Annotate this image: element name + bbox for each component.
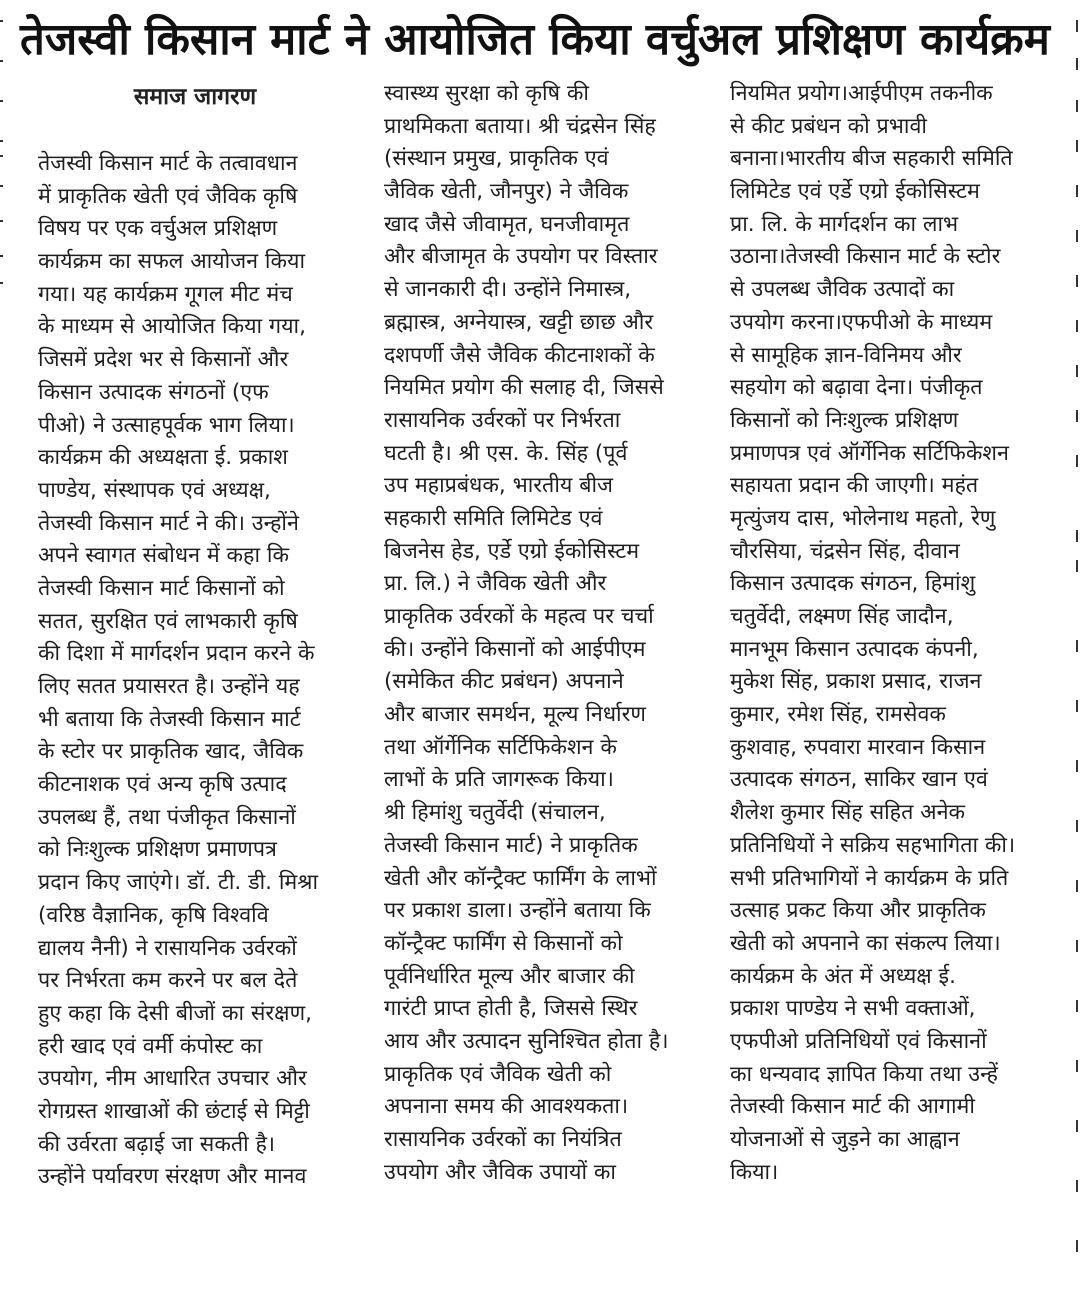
article-line: उपयोग, नीम आधारित उपचार और bbox=[38, 1066, 307, 1092]
article-line: बिजनेस हेड, एर्डे एग्रो ईकोसिस्टम bbox=[384, 538, 640, 564]
article-line: की दिशा में मार्गदर्शन प्रदान करने के bbox=[38, 641, 315, 667]
article-line-row bbox=[730, 1157, 1040, 1190]
article-line: चतुर्वेदी, लक्ष्मण सिंह जादौन, bbox=[730, 604, 954, 629]
article-line: मुकेश सिंह, प्रकाश प्रसाद, राजन bbox=[730, 669, 982, 695]
article-line: गया। यह कार्यक्रम गूगल मीट मंच bbox=[38, 281, 293, 307]
article-line: किसानों को निःशुल्क प्रशिक्षण bbox=[730, 407, 959, 433]
cropped-left-edge bbox=[0, 0, 14, 1292]
edge-mark bbox=[1076, 410, 1078, 422]
article-line-row bbox=[730, 830, 1040, 863]
article-line-row bbox=[730, 470, 1040, 503]
article-line: रासायनिक उर्वरकों पर निर्भरता bbox=[384, 407, 621, 433]
article-line: उठाना।तेजस्वी किसान मार्ट के स्टोर bbox=[730, 244, 1001, 270]
article-line: ब्रह्मास्त्र, अग्नेयास्त्र, खट्टी छाछ और bbox=[384, 309, 654, 335]
edge-mark bbox=[1076, 1060, 1078, 1072]
article-line: लिए सतत प्रयासरत है। उन्होंने यह bbox=[38, 674, 300, 699]
article-line: श्री हिमांशु चतुर्वेदी (संचालन, bbox=[384, 800, 606, 826]
edge-mark bbox=[1076, 455, 1078, 467]
article-line: के स्टोर पर प्राकृतिक खाद, जैविक bbox=[38, 739, 304, 765]
article-line-row bbox=[384, 928, 694, 961]
edge-mark bbox=[1076, 275, 1078, 287]
article-line-row bbox=[38, 508, 348, 541]
article-line: सहयोग को बढ़ावा देना। पंजीकृत bbox=[730, 375, 983, 401]
article-line-row bbox=[384, 961, 694, 994]
article-line-row bbox=[38, 704, 348, 737]
article-line-row bbox=[38, 181, 348, 214]
article-line-row bbox=[384, 78, 694, 111]
article-line-row bbox=[384, 764, 694, 797]
article-line-row bbox=[38, 834, 348, 867]
article-line-row bbox=[384, 993, 694, 1026]
article-line-row bbox=[38, 1161, 348, 1194]
edge-mark bbox=[1076, 940, 1078, 952]
article-line-row bbox=[38, 998, 348, 1031]
article-line: कुशवाह, रुपवारा मारवान किसान bbox=[730, 734, 986, 760]
article-line-row bbox=[38, 671, 348, 704]
edge-mark bbox=[1076, 230, 1078, 242]
headline-text: तेजस्वी किसान मार्ट ने आयोजित किया वर्चुअल प्रशिक्षण कार्यक्रम bbox=[20, 14, 1050, 65]
article-line-row bbox=[384, 372, 694, 405]
article-line-row bbox=[730, 797, 1040, 830]
article-line: घटती है। श्री एस. के. सिंह (पूर्व bbox=[384, 440, 628, 466]
article-column-3 bbox=[730, 78, 1040, 1189]
article-line-row bbox=[730, 895, 1040, 928]
article-line: उप महाप्रबंधक, भारतीय बीज bbox=[384, 473, 613, 499]
article-line: (वरिष्ठ वैज्ञानिक, कृषि विश्ववि bbox=[38, 902, 269, 928]
edge-mark bbox=[0, 140, 3, 142]
edge-mark bbox=[1076, 365, 1078, 377]
article-line: पर प्रकाश डाला। उन्होंने बताया कि bbox=[384, 898, 651, 924]
edge-mark bbox=[0, 100, 3, 102]
article-line: तेजस्वी किसान मार्ट ने की। उन्होंने bbox=[38, 510, 299, 536]
article-line-row bbox=[38, 442, 348, 475]
edge-mark bbox=[1076, 880, 1078, 892]
edge-mark bbox=[1076, 20, 1078, 32]
article-line: सभी प्रतिभागियों ने कार्यक्रम के प्रति bbox=[730, 865, 1009, 891]
article-line-row bbox=[38, 900, 348, 933]
edge-mark bbox=[1076, 530, 1078, 542]
article-line-row bbox=[730, 209, 1040, 242]
article-line: किसान उत्पादक संगठन, हिमांशु bbox=[730, 571, 976, 597]
article-line: किसान उत्पादक संगठनों (एफ bbox=[38, 379, 269, 405]
article-line-row bbox=[384, 405, 694, 438]
article-line: भी बताया कि तेजस्वी किसान मार्ट bbox=[38, 706, 301, 732]
headline bbox=[20, 8, 1050, 72]
article-column-1 bbox=[38, 148, 348, 1194]
article-line-row bbox=[730, 372, 1040, 405]
article-line: और बाजार समर्थन, मूल्य निर्धारण bbox=[384, 702, 646, 728]
article-line-row bbox=[384, 274, 694, 307]
article-line: उत्साह प्रकट किया और प्राकृतिक bbox=[730, 898, 986, 924]
article-line-row bbox=[38, 344, 348, 377]
article-line-row bbox=[384, 340, 694, 373]
article-line-row bbox=[38, 606, 348, 639]
article-line: प्राकृतिक एवं जैविक खेती को bbox=[384, 1061, 612, 1087]
article-line: को निःशुल्क प्रशिक्षण प्रमाणपत्र bbox=[38, 837, 277, 863]
article-line-row bbox=[730, 764, 1040, 797]
article-line: प्रमाणपत्र एवं ऑर्गेनिक सर्टिफिकेशन bbox=[730, 440, 1009, 466]
edge-mark bbox=[1076, 820, 1078, 832]
article-line-row bbox=[730, 699, 1040, 732]
article-line: प्रा. लि.) ने जैविक खेती और bbox=[384, 571, 607, 597]
article-line: पाण्डेय, संस्थापक एवं अध्यक्ष, bbox=[38, 477, 271, 503]
article-line-row bbox=[38, 638, 348, 671]
article-line-row bbox=[730, 1059, 1040, 1092]
article-line-row bbox=[38, 540, 348, 573]
article-line: कुमार, रमेश सिंह, रामसेवक bbox=[730, 702, 946, 728]
article-line-row bbox=[38, 246, 348, 279]
article-line: पीओ) ने उत्साहपूर्वक भाग लिया। bbox=[38, 412, 295, 438]
edge-mark bbox=[0, 185, 3, 187]
article-line-row bbox=[730, 1026, 1040, 1059]
article-line-row bbox=[384, 209, 694, 242]
article-line-row bbox=[730, 993, 1040, 1026]
article-line: सहायता प्रदान की जाएगी। महंत bbox=[730, 473, 979, 499]
article-line-row bbox=[730, 601, 1040, 634]
article-line-row bbox=[38, 867, 348, 900]
article-line: शैलेश कुमार सिंह सहित अनेक bbox=[730, 800, 966, 826]
article-line-row bbox=[730, 340, 1040, 373]
cropped-right-edge bbox=[1066, 0, 1080, 1292]
article-line: अपने स्वागत संबोधन में कहा कि bbox=[38, 543, 289, 569]
article-line-row bbox=[38, 802, 348, 835]
edge-mark bbox=[1076, 1000, 1078, 1012]
edge-mark bbox=[1076, 700, 1078, 712]
article-line: की उर्वरता बढ़ाई जा सकती है। bbox=[38, 1131, 276, 1157]
article-line: में प्राकृतिक खेती एवं जैविक कृषि bbox=[38, 183, 298, 209]
article-line: उपयोग और जैविक उपायों का bbox=[384, 1159, 616, 1185]
article-line: से सामूहिक ज्ञान-विनिमय और bbox=[730, 342, 962, 368]
article-line: से उपलब्ध जैविक उत्पादों का bbox=[730, 277, 955, 303]
article-line: कॉन्ट्रैक्ट फार्मिंग से किसानों को bbox=[384, 930, 623, 956]
article-line-row bbox=[384, 568, 694, 601]
article-line-row bbox=[384, 634, 694, 667]
article-line: गारंटी प्राप्त होती है, जिससे स्थिर bbox=[384, 996, 638, 1022]
article-line: मृत्युंजय दास, भोलेनाथ महतो, रेणु bbox=[730, 505, 996, 531]
article-line-row bbox=[384, 1157, 694, 1190]
article-line: उपलब्ध हैं, तथा पंजीकृत किसानों bbox=[38, 804, 296, 830]
article-line: तेजस्वी किसान मार्ट की आगामी bbox=[730, 1094, 975, 1120]
article-line: तेजस्वी किसान मार्ट) ने प्राकृतिक bbox=[384, 832, 638, 858]
article-line: पूर्वनिर्धारित मूल्य और बाजार की bbox=[384, 963, 635, 989]
article-line: योजनाओं से जुड़ने का आह्वान bbox=[730, 1127, 960, 1152]
article-line-row bbox=[730, 78, 1040, 111]
article-line: तेजस्वी किसान मार्ट किसानों को bbox=[38, 575, 285, 601]
article-line-row bbox=[730, 438, 1040, 471]
article-line-row bbox=[38, 148, 348, 181]
article-line: तेजस्वी किसान मार्ट के तत्वावधान bbox=[38, 151, 298, 176]
edge-mark bbox=[0, 255, 3, 257]
article-line: तथा ऑर्गेनिक सर्टिफिकेशन के bbox=[384, 734, 617, 760]
article-line: रोगग्रस्त शाखाओं की छंटाई से मिट्टी bbox=[38, 1098, 310, 1124]
article-line-row bbox=[38, 475, 348, 508]
article-line: की। उन्होंने किसानों को आईपीएम bbox=[384, 636, 646, 662]
article-line-row bbox=[384, 176, 694, 209]
article-line: प्रदान किए जाएंगे। डॉ. टी. डी. मिश्रा bbox=[38, 870, 319, 896]
article-line-row bbox=[384, 1091, 694, 1124]
article-line-row bbox=[730, 732, 1040, 765]
article-line: से कीट प्रबंधन को प्रभावी bbox=[730, 113, 927, 139]
article-line: रासायनिक उर्वरकों का नियंत्रित bbox=[384, 1127, 622, 1152]
article-line: प्रकाश पाण्डेय ने सभी वक्ताओं, bbox=[730, 996, 976, 1022]
article-line-row bbox=[730, 405, 1040, 438]
article-line: उपयोग करना।एफपीओ के माध्यम bbox=[730, 309, 993, 335]
article-line-row bbox=[730, 111, 1040, 144]
article-line-row bbox=[384, 797, 694, 830]
article-line-row bbox=[730, 241, 1040, 274]
article-line: कार्यक्रम के अंत में अध्यक्ष ई. bbox=[730, 963, 956, 989]
article-line-row bbox=[730, 143, 1040, 176]
article-line: दशपर्णी जैसे जैविक कीटनाशकों के bbox=[384, 342, 655, 368]
edge-mark bbox=[0, 155, 3, 157]
article-line: मानभूम किसान उत्पादक कंपनी, bbox=[730, 636, 979, 662]
article-line: विषय पर एक वर्चुअल प्रशिक्षण bbox=[38, 216, 278, 242]
edge-mark bbox=[1076, 1120, 1078, 1132]
article-line: प्राथमिकता बताया। श्री चंद्रसेन सिंह bbox=[384, 113, 656, 139]
article-line-row bbox=[384, 732, 694, 765]
article-line-row bbox=[730, 961, 1040, 994]
article-line: खाद जैसे जीवामृत, घनजीवामृत bbox=[384, 211, 630, 237]
article-line: एफपीओ प्रतिनिधियों एवं किसानों bbox=[730, 1028, 987, 1054]
article-line-row bbox=[38, 736, 348, 769]
article-line: पर निर्भरता कम करने पर बल देते bbox=[38, 968, 298, 994]
edge-mark bbox=[1076, 560, 1078, 572]
edge-mark bbox=[1076, 100, 1078, 112]
article-line: नियमित प्रयोग की सलाह दी, जिससे bbox=[384, 375, 664, 401]
article-line: के माध्यम से आयोजित किया गया, bbox=[38, 314, 306, 340]
article-line: लाभों के प्रति जागरूक किया। bbox=[384, 767, 614, 793]
edge-mark bbox=[1076, 640, 1078, 652]
article-line: खेती को अपनाने का संकल्प लिया। bbox=[730, 930, 1001, 956]
article-line: आय और उत्पादन सुनिश्चित होता है। bbox=[384, 1028, 669, 1054]
article-line-row bbox=[730, 666, 1040, 699]
article-line: चौरसिया, चंद्रसेन सिंह, दीवान bbox=[730, 538, 960, 564]
article-line-row bbox=[730, 1091, 1040, 1124]
article-line-row bbox=[730, 307, 1040, 340]
article-line: सतत, सुरक्षित एवं लाभकारी कृषि bbox=[38, 608, 298, 634]
article-line-row bbox=[384, 536, 694, 569]
article-line-row bbox=[384, 1026, 694, 1059]
article-line: प्रतिनिधियों ने सक्रिय सहभागिता की। bbox=[730, 832, 1016, 858]
article-line: सहकारी समिति लिमिटेड एवं bbox=[384, 505, 603, 531]
article-line-row bbox=[384, 307, 694, 340]
article-line-row bbox=[38, 377, 348, 410]
article-line-row bbox=[384, 111, 694, 144]
article-line: प्रा. लि. के मार्गदर्शन का लाभ bbox=[730, 211, 959, 237]
article-line: का धन्यवाद ज्ञापित किया तथा उन्हें bbox=[730, 1061, 998, 1087]
article-line-row bbox=[384, 1124, 694, 1157]
article-line: कार्यक्रम की अध्यक्षता ई. प्रकाश bbox=[38, 445, 288, 471]
article-line: कार्यक्रम का सफल आयोजन किया bbox=[38, 249, 306, 275]
article-line-row bbox=[384, 601, 694, 634]
article-line: हरी खाद एवं वर्मी कंपोस्ट का bbox=[38, 1033, 263, 1059]
article-line: लिमिटेड एवं एर्डे एग्रो ईकोसिस्टम bbox=[730, 179, 980, 205]
article-line: प्राकृतिक उर्वरकों के महत्व पर चर्चा bbox=[384, 604, 654, 629]
article-line: से जानकारी दी। उन्होंने निमास्त्र, bbox=[384, 277, 632, 303]
edge-mark bbox=[1076, 1240, 1078, 1252]
article-line: कीटनाशक एवं अन्य कृषि उत्पाद bbox=[38, 772, 287, 798]
article-line-row bbox=[384, 863, 694, 896]
edge-mark bbox=[1076, 58, 1078, 70]
article-column-2 bbox=[384, 78, 694, 1189]
article-line-row bbox=[384, 438, 694, 471]
byline: समाज जागरण bbox=[133, 84, 257, 110]
article-line: (समेकित कीट प्रबंधन) अपनाने bbox=[384, 669, 624, 695]
article-line-row bbox=[730, 536, 1040, 569]
article-line-row bbox=[38, 769, 348, 802]
edge-mark bbox=[0, 282, 3, 284]
article-line-row bbox=[38, 410, 348, 443]
article-line: द्यालय नैनी) ने रासायनिक उर्वरकों bbox=[38, 935, 297, 961]
article-line-row bbox=[730, 1124, 1040, 1157]
article-line-row bbox=[384, 241, 694, 274]
edge-mark bbox=[0, 220, 3, 222]
article-line: उत्पादक संगठन, साकिर खान एवं bbox=[730, 767, 988, 793]
article-line: स्वास्थ्य सुरक्षा को कृषि की bbox=[384, 81, 589, 106]
edge-mark bbox=[1076, 185, 1078, 197]
article-line-row bbox=[38, 1063, 348, 1096]
article-line: खेती और कॉन्ट्रैक्ट फार्मिंग के लाभों bbox=[384, 865, 657, 891]
article-line-row bbox=[38, 1129, 348, 1162]
edge-mark bbox=[0, 20, 3, 22]
edge-mark bbox=[1076, 760, 1078, 772]
article-line: और बीजामृत के उपयोग पर विस्तार bbox=[384, 244, 658, 270]
edge-mark bbox=[1076, 140, 1078, 152]
article-line-row bbox=[38, 573, 348, 606]
article-line: (संस्थान प्रमुख, प्राकृतिक एवं bbox=[384, 146, 609, 172]
article-line: उन्होंने पर्यावरण संरक्षण और मानव bbox=[38, 1164, 307, 1190]
article-line-row bbox=[730, 176, 1040, 209]
article-line-row bbox=[730, 503, 1040, 536]
article-line-row bbox=[38, 311, 348, 344]
article-line: अपनाना समय की आवश्यकता। bbox=[384, 1094, 629, 1120]
article-line-row bbox=[384, 470, 694, 503]
article-line-row bbox=[38, 1031, 348, 1064]
article-line-row bbox=[38, 279, 348, 312]
article-line-row bbox=[38, 933, 348, 966]
article-line-row bbox=[38, 1096, 348, 1129]
article-line: नियमित प्रयोग।आईपीएम तकनीक bbox=[730, 81, 993, 106]
article-line-row bbox=[38, 965, 348, 998]
article-line-row bbox=[730, 928, 1040, 961]
article-line-row bbox=[384, 895, 694, 928]
article-line: हुए कहा कि देसी बीजों का संरक्षण, bbox=[38, 1000, 312, 1026]
article-line-row bbox=[38, 213, 348, 246]
article-line-row bbox=[384, 830, 694, 863]
article-line-row bbox=[384, 503, 694, 536]
article-line-row bbox=[730, 568, 1040, 601]
article-line: किया। bbox=[730, 1159, 779, 1185]
edge-mark bbox=[1076, 1180, 1078, 1192]
article-line-row bbox=[384, 143, 694, 176]
article-line: जैविक खेती, जौनपुर) ने जैविक bbox=[384, 179, 629, 205]
article-line: बनाना।भारतीय बीज सहकारी समिति bbox=[730, 146, 1013, 172]
article-line-row bbox=[730, 863, 1040, 896]
article-line-row bbox=[730, 274, 1040, 307]
article-line-row bbox=[384, 666, 694, 699]
edge-mark bbox=[1076, 320, 1078, 332]
article-line-row bbox=[730, 634, 1040, 667]
article-line: जिसमें प्रदेश भर से किसानों और bbox=[38, 347, 289, 373]
article-line-row bbox=[384, 699, 694, 732]
edge-mark bbox=[0, 60, 3, 62]
article-line-row bbox=[384, 1059, 694, 1092]
